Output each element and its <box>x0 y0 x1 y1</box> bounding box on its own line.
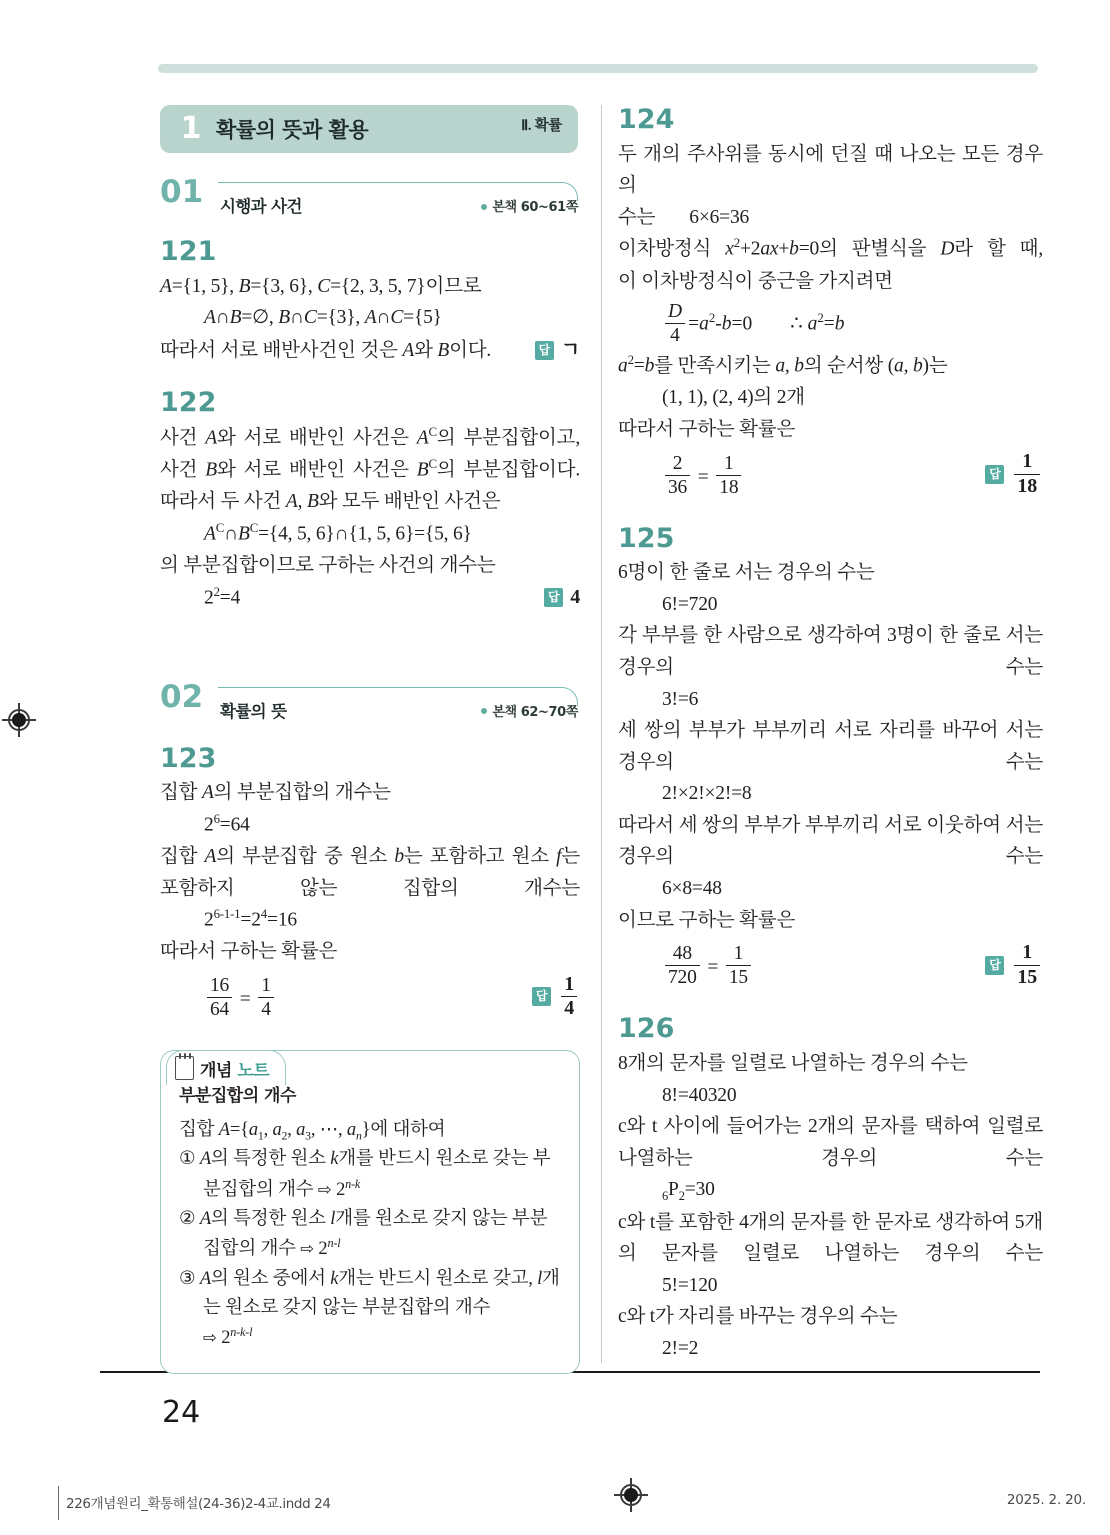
solution-line: $\frac{2}{36}$ = $\frac{1}{18}$ 답 $\frac{1}{18}$ <box>618 451 1043 497</box>
answer-block <box>535 334 580 366</box>
answer-block <box>532 974 580 1020</box>
solution-line: c와 t를 포함한 4개의 문자를 한 문자로 생각하여 5개의 문자를 일렬로 나열하는 경우의 수는 <box>618 1211 1043 1265</box>
answer-badge: 답 <box>985 465 1004 484</box>
solution-line: c와 t 사이에 들어가는 2개의 문자를 택하여 일렬로 나열하는 경우의 수는 <box>618 1116 1043 1169</box>
solution-line: $2^2=4$ 답 4 <box>160 581 580 613</box>
solution-line: 따라서 서로 배반사건인 것은 A와 B이다. 답 ㄱ <box>160 334 580 366</box>
problem-number: 121 <box>160 236 217 267</box>
answer-block <box>985 942 1043 988</box>
solution-line: 수는 6×6=36 <box>618 206 750 228</box>
section-header-02 <box>160 678 580 728</box>
solution-line: $2^{6-1-1}=2^4=16$ <box>204 907 297 931</box>
solution-line: $A^C\cap B^C=\{4$, 5, 6}∩{1, 5, 6}={5, 6} <box>204 520 472 545</box>
solution-line: $\frac{16}{64}$ = $\frac{1}{4}$ 답 $\frac{1}{4}$ <box>160 974 580 1020</box>
top-decorative-rule <box>158 64 1038 73</box>
concept-note-body <box>160 1050 580 1374</box>
fraction: $\frac{1}{15}$ <box>726 943 751 988</box>
problem-121 <box>160 237 580 366</box>
problem-124 <box>618 105 1043 498</box>
answer-block <box>985 451 1043 497</box>
section-ref-text: 본책 62~70쪽 <box>492 704 578 720</box>
answer-value: $\frac{1}{15}$ <box>1014 942 1040 988</box>
fraction: $\frac{1}{18}$ <box>716 453 741 498</box>
fraction: $\frac{16}{64}$ <box>207 975 232 1020</box>
bullet-dot-icon <box>481 708 487 714</box>
solution-line: 의 부분집합이므로 구하는 사건의 개수는 <box>160 554 496 576</box>
solution-line: 사건 A와 서로 배반인 사건은 $A^C$의 부분집합이고, 사건 B와 서로 배반인 사건은 $B^C$의 부분집합이다. <box>160 424 580 481</box>
note-line: 집합 $A=\{a_1$, $a_2$, $a_3$, ⋯, $a_n$}에 대하여 <box>179 1120 446 1143</box>
solution-line: 두 개의 주사위를 동시에 던질 때 나오는 모든 경우의 <box>618 143 1043 197</box>
answer-value: $\frac{1}{4}$ <box>561 974 577 1020</box>
bullet-dot-icon <box>481 204 487 210</box>
solution-line: 따라서 구하는 확률은 <box>160 941 338 963</box>
section-number: 02 <box>160 678 204 715</box>
left-column <box>160 105 580 1374</box>
chapter-banner <box>160 105 578 153</box>
solution-line: 집합 A의 부분집합의 개수는 <box>160 782 391 804</box>
fraction: $\frac{48}{720}$ <box>665 943 700 988</box>
section-number: 01 <box>160 174 204 210</box>
solution-line: 8!=40320 <box>662 1084 737 1106</box>
answer-badge: 답 <box>544 588 563 607</box>
solution-line: 집합 A의 부분집합 중 원소 b는 포함하고 원소 f는 포함하지 않는 집합의 개수는 <box>160 846 580 899</box>
concept-note <box>160 1050 580 1374</box>
problem-122 <box>160 388 580 613</box>
note-line: ③ A의 원소 중에서 k개는 반드시 원소로 갖고, l개는 원소로 갖지 않는 부분집합의 개수 <box>179 1268 560 1318</box>
problem-number: 124 <box>618 104 675 135</box>
fraction: $\frac{1}{4}$ <box>258 975 274 1020</box>
solution-line: 5!=120 <box>662 1274 718 1296</box>
chapter-unit-label: Ⅱ. 확률 <box>521 118 562 134</box>
section-reference <box>481 701 578 720</box>
solution-line: 이 이차방정식이 중근을 가지려면 <box>618 270 893 292</box>
right-column <box>618 105 1043 1370</box>
solution-line: 6명이 한 줄로 서는 경우의 수는 <box>618 562 875 584</box>
section-title: 시행과 사건 <box>220 197 302 216</box>
concept-note-tab <box>166 1050 286 1085</box>
solution-line: 세 쌍의 부부가 부부끼리 서로 자리를 바꾸어 서는 경우의 수는 <box>618 720 1043 773</box>
note-line: ① A의 특정한 원소 k개를 반드시 원소로 갖는 부분집합의 개수 ⇨ 2$^{n-k}$ <box>179 1149 551 1200</box>
solution-line: $_6P_2=30$ <box>662 1179 715 1204</box>
solution-line: $a^2=b$를 만족시키는 a, b의 순서쌍 (a, b)는 <box>618 353 948 377</box>
solution-line: A∩B=∅, B∩C={3}, A∩C={5} <box>204 307 442 329</box>
solution-line: 따라서 세 쌍의 부부가 부부끼리 서로 이웃하여 서는 경우의 수는 <box>618 814 1043 868</box>
problem-number: 126 <box>618 1013 675 1045</box>
solution-line: 2!×2!×2!=8 <box>662 783 752 805</box>
footer-divider <box>58 1486 59 1520</box>
concept-note-title <box>200 1056 269 1081</box>
solution-line: 2!=2 <box>662 1337 699 1359</box>
notepad-icon <box>175 1056 194 1080</box>
answer-value: ㄱ <box>560 338 580 361</box>
note-title-plain: 개념 <box>200 1060 238 1081</box>
registration-mark-bottom <box>614 1478 648 1512</box>
chapter-title: 확률의 뜻과 활용 <box>216 118 369 142</box>
answer-badge: 답 <box>532 987 551 1006</box>
solution-line: 따라서 구하는 확률은 <box>618 418 796 440</box>
problem-number: 123 <box>160 742 217 774</box>
answer-badge: 답 <box>535 341 554 360</box>
registration-mark-left <box>2 703 36 737</box>
answer-block <box>544 581 580 613</box>
section-title: 확률의 뜻 <box>220 701 287 721</box>
concept-note-heading: 부분집합의 개수 <box>179 1086 296 1107</box>
section-ref-text: 본책 60~61쪽 <box>492 200 578 215</box>
solution-line: $2^6=64$ <box>204 811 250 836</box>
solution-line: 각 부부를 한 사람으로 생각하여 3명이 한 줄로 서는 경우의 수는 <box>618 625 1043 679</box>
solution-line: (1, 1), (2, 4)의 2개 <box>662 387 805 409</box>
solution-line: 6×8=48 <box>662 878 722 900</box>
problem-126 <box>618 1014 1043 1364</box>
note-title-accent: 노트 <box>237 1060 270 1081</box>
solution-line: 이차방정식 $x^2+2ax+b=0$의 판별식을 D라 할 때, <box>618 236 1043 260</box>
solution-line: $\frac{48}{720}$ = $\frac{1}{15}$ 답 $\frac{1}{15}$ <box>618 942 1043 988</box>
solution-line: A={1, 5}, B={3, 6}, C={2, 3, 5, 7}이므로 <box>160 275 482 297</box>
problem-number: 125 <box>618 522 675 554</box>
footer-file-info: 226개념원리_확통해설(24-36)2-4교.indd 24 <box>66 1496 331 1512</box>
problem-125 <box>618 524 1043 989</box>
problem-number: 122 <box>160 387 217 419</box>
solution-line: 따라서 두 사건 A, B와 모두 배반인 사건은 <box>160 491 501 513</box>
solution-line: 이므로 구하는 확률은 <box>618 909 796 931</box>
page-number: 24 <box>162 1395 201 1430</box>
solution-line: 3!=6 <box>662 688 699 710</box>
solution-line: $\frac{D}{4}$ $=a^2-b=0$ ∴ $a^2=b$ <box>618 301 1043 346</box>
fraction: $\frac{2}{36}$ <box>665 453 690 498</box>
problem-123 <box>160 744 580 1020</box>
solution-line: 6!=720 <box>662 593 718 615</box>
column-divider <box>601 105 602 1363</box>
solution-line: c와 t가 자리를 바꾸는 경우의 수는 <box>618 1306 898 1328</box>
section-header-01 <box>160 174 580 223</box>
solution-line: 8개의 문자를 일렬로 나열하는 경우의 수는 <box>618 1053 968 1075</box>
footer-date: 2025. 2. 20. <box>1006 1492 1086 1508</box>
section-reference <box>481 196 578 215</box>
answer-badge: 답 <box>985 956 1004 975</box>
answer-value: $\frac{1}{18}$ <box>1014 451 1040 497</box>
answer-value: 4 <box>570 586 580 609</box>
chapter-number: 1 <box>180 111 202 146</box>
note-line: ② A의 특정한 원소 l개를 원소로 갖지 않는 부분집합의 개수 ⇨ 2$^{n-l}$ <box>179 1209 548 1260</box>
fraction: $\frac{D}{4}$ <box>665 301 685 346</box>
note-line: ⇨ 2$^{n-k-l}$ <box>203 1325 253 1349</box>
